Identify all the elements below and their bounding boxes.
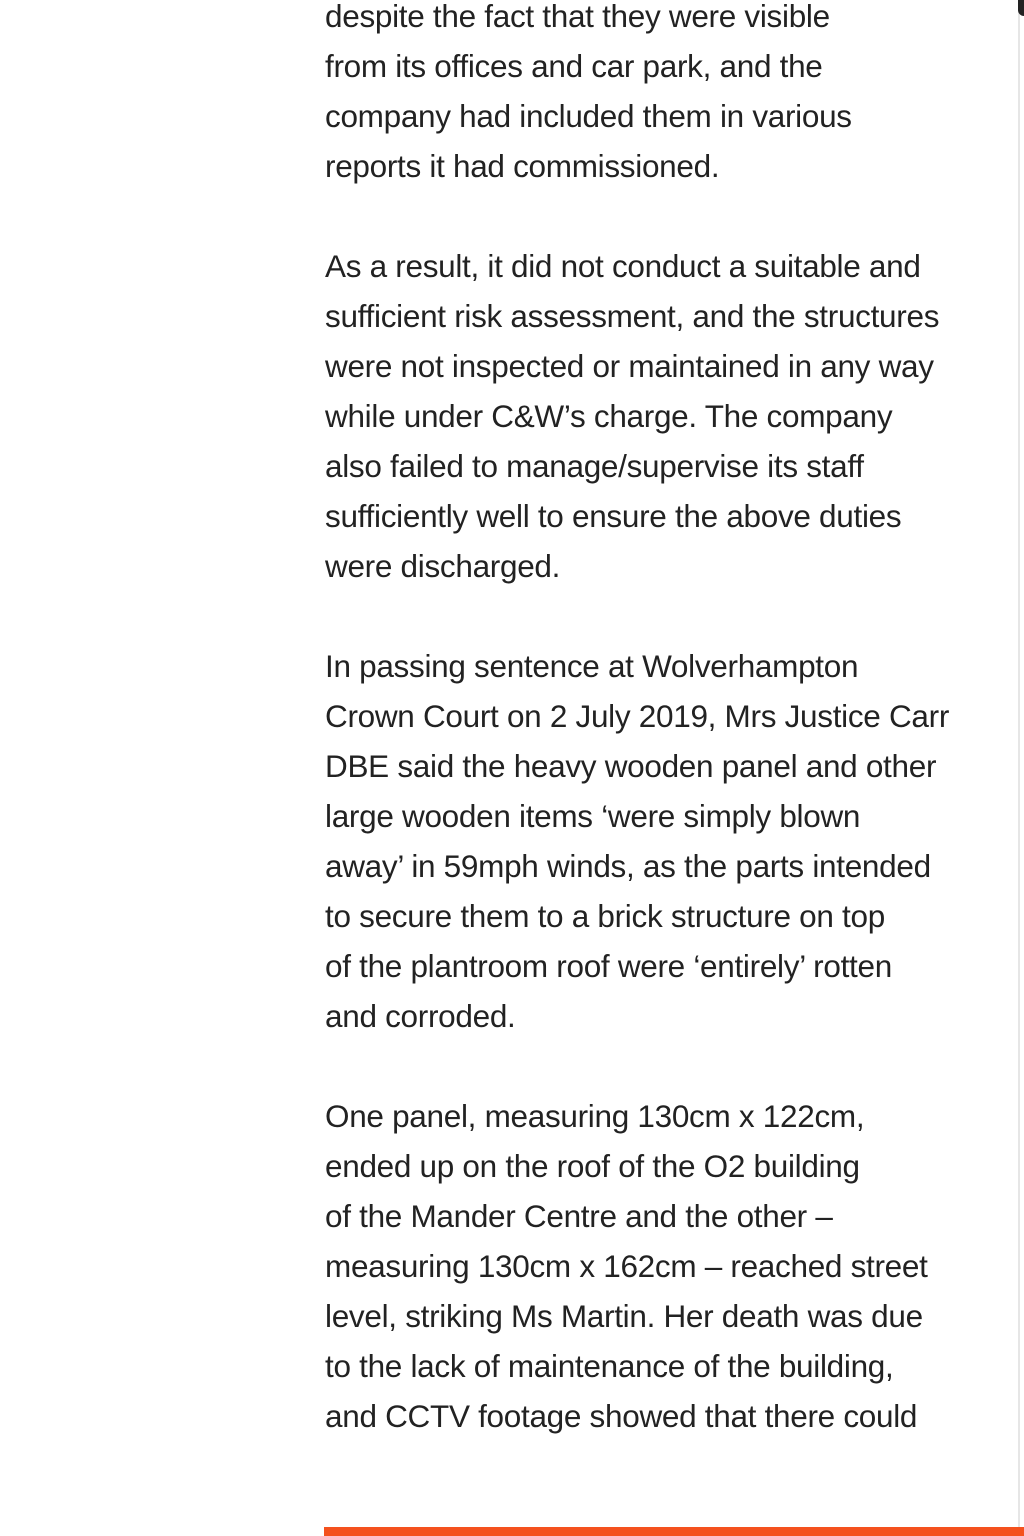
paragraph-line: despite the fact that they were visible xyxy=(325,0,830,34)
scroll-edge xyxy=(1018,0,1024,1536)
paragraph-line: to secure them to a brick structure on top xyxy=(325,898,885,934)
paragraph-line: sufficient risk assessment, and the structures xyxy=(325,298,940,334)
paragraph-line: and corroded. xyxy=(325,998,516,1034)
paragraph-line: were discharged. xyxy=(325,548,561,584)
article-paragraph-3 xyxy=(325,641,1005,1041)
paragraph-line: to the lack of maintenance of the building, xyxy=(325,1348,894,1384)
paragraph-line: In passing sentence at Wolverhampton xyxy=(325,648,859,684)
paragraph-line: ended up on the roof of the O2 building xyxy=(325,1148,860,1184)
article-paragraph-4 xyxy=(325,1091,1005,1441)
paragraph-line: also failed to manage/supervise its staff xyxy=(325,448,864,484)
scroll-edge-cap xyxy=(1018,0,1024,16)
paragraph-line: company had included them in various xyxy=(325,98,852,134)
paragraph-line: from its offices and car park, and the xyxy=(325,48,823,84)
paragraph-line: while under C&W’s charge. The company xyxy=(325,398,893,434)
paragraph-line: and CCTV footage showed that there could xyxy=(325,1398,918,1434)
paragraph-line: away’ in 59mph winds, as the parts intended xyxy=(325,848,931,884)
paragraph-line: Crown Court on 2 July 2019, Mrs Justice Carr xyxy=(325,698,950,734)
paragraph-line: reports it had commissioned. xyxy=(325,148,720,184)
paragraph-line: measuring 130cm x 162cm – reached street xyxy=(325,1248,928,1284)
paragraph-line: As a result, it did not conduct a suitable and xyxy=(325,248,921,284)
paragraph-line: of the Mander Centre and the other – xyxy=(325,1198,833,1234)
paragraph-line: were not inspected or maintained in any way xyxy=(325,348,934,384)
article-body xyxy=(325,0,1005,1491)
paragraph-line: sufficiently well to ensure the above duties xyxy=(325,498,902,534)
article-paragraph-2 xyxy=(325,241,1005,591)
paragraph-line: of the plantroom roof were ‘entirely’ rotten xyxy=(325,948,892,984)
paragraph-line: large wooden items ‘were simply blown xyxy=(325,798,861,834)
section-divider-accent xyxy=(324,1527,1024,1536)
paragraph-line: One panel, measuring 130cm x 122cm, xyxy=(325,1098,865,1134)
paragraph-line: level, striking Ms Martin. Her death was due xyxy=(325,1298,923,1334)
article-paragraph-1 xyxy=(325,0,1005,191)
paragraph-line: DBE said the heavy wooden panel and other xyxy=(325,748,937,784)
